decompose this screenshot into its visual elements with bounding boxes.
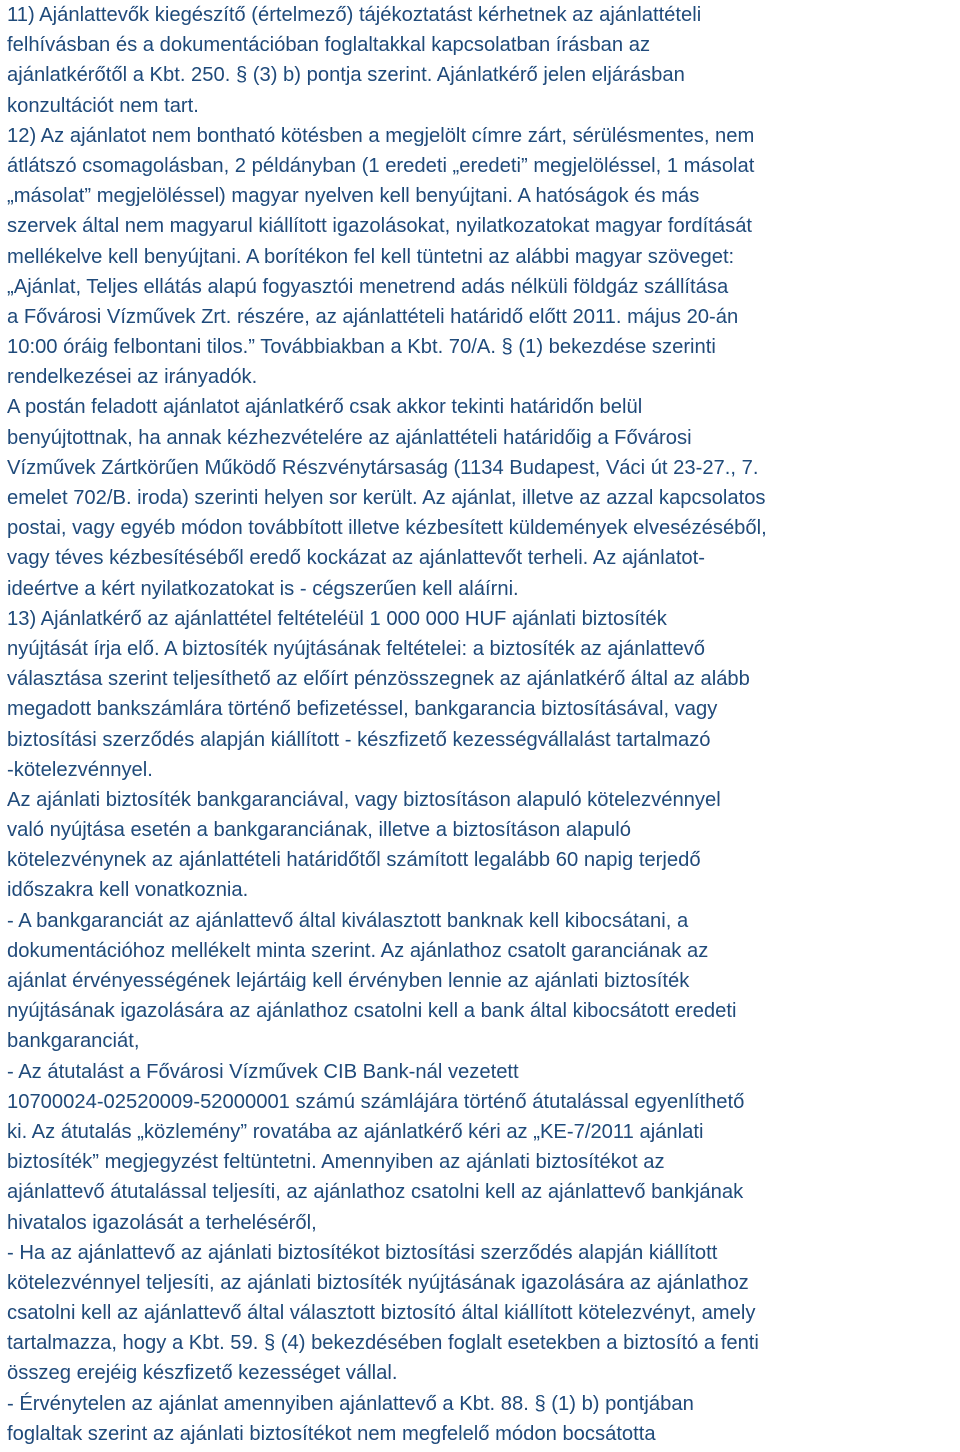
text-line: Az ajánlati biztosíték bankgaranciával, vagy biztosításon alapuló kötelezvénnyel — [7, 788, 721, 811]
text-line: - Érvénytelen az ajánlat amennyiben ajánlattevő a Kbt. 88. § (1) b) pontjában — [7, 1392, 694, 1415]
text-line: konzultációt nem tart. — [7, 94, 199, 117]
text-line: választása szerint teljesíthető az előírt pénzösszegnek az ajánlatkérő által az alább — [7, 668, 750, 691]
text-line: 10700024-02520009-52000001 számú számlájára történő átutalással egyenlíthető — [7, 1090, 745, 1113]
text-line: 12) Az ajánlatot nem bontható kötésben a megjelölt címre zárt, sérülésmentes, nem — [7, 124, 755, 147]
text-line: hivatalos igazolását a terheléséről, — [7, 1211, 317, 1234]
text-line: 11) Ajánlattevők kiegészítő (értelmező) tájékoztatást kérhetnek az ajánlattételi — [7, 4, 702, 26]
text-line: rendelkezései az irányadók. — [7, 366, 258, 389]
text-line: a Fővárosi Vízművek Zrt. részére, az ajánlattételi határidő előtt 2011. május 20-án — [7, 305, 739, 328]
text-line: kötelezvénynek az ajánlattételi határidőtől számított legalább 60 napig terjedő — [7, 849, 701, 872]
text-line: nyújtásának igazolására az ajánlathoz csatolni kell a bank által kibocsátott eredeti — [7, 1000, 737, 1023]
text-line: megadott bankszámlára történő befizetéssel, bankgarancia biztosításával, vagy — [7, 698, 718, 721]
text-line: dokumentációhoz mellékelt minta szerint. Az ajánlathoz csatolt garanciának az — [7, 939, 709, 962]
text-line: foglaltak szerint az ajánlati biztosítékot nem megfelelő módon bocsátotta — [7, 1422, 656, 1445]
text-line: ajánlattevő átutalással teljesíti, az ajánlathoz csatolni kell az ajánlattevő bankjának — [7, 1181, 744, 1204]
text-line: nyújtását írja elő. A biztosíték nyújtásának feltételei: a biztosíték az ajánlattevő — [7, 637, 705, 660]
text-line: -kötelezvénnyel. — [7, 758, 153, 781]
text-line: átlátszó csomagolásban, 2 példányban (1 eredeti „eredeti” megjelöléssel, 1 másolat — [7, 154, 755, 177]
text-line: - A bankgaranciát az ajánlattevő által kiválasztott banknak kell kibocsátani, a — [7, 909, 689, 932]
text-line: Vízművek Zártkörűen Működő Részvénytársaság (1134 Budapest, Váci út 23-27., 7. — [7, 456, 759, 479]
text-line: ideértve a kért nyilatkozatokat is - cégszerűen kell aláírni. — [7, 577, 519, 600]
text-line: felhívásban és a dokumentációban foglaltakkal kapcsolatban írásban az — [7, 34, 651, 57]
text-line: „másolat” megjelöléssel) magyar nyelven kell benyújtani. A hatóságok és más — [7, 185, 700, 208]
text-line: bankgaranciát, — [7, 1030, 140, 1053]
text-line: való nyújtása esetén a bankgaranciának, illetve a biztosításon alapuló — [7, 819, 631, 842]
text-line: mellékelve kell benyújtani. A borítékon fel kell tüntetni az alábbi magyar szöveget: — [7, 245, 735, 268]
text-line: vagy téves kézbesítéséből eredő kockázat az ajánlattevőt terheli. Az ajánlatot- — [7, 547, 705, 570]
text-line: - Ha az ajánlattevő az ajánlati biztosítékot biztosítási szerződés alapján kiállított — [7, 1241, 718, 1264]
text-line: emelet 702/B. iroda) szerinti helyen sor került. Az ajánlat, illetve az azzal kapcsolatos — [7, 487, 766, 509]
text-line: összeg erejéig készfizető kezességet vállal. — [7, 1362, 398, 1385]
text-line: 10:00 óráig felbontani tilos.” Továbbiakban a Kbt. 70/A. § (1) bekezdése szerinti — [7, 336, 716, 359]
text-line: kötelezvénnyel teljesíti, az ajánlati biztosíték nyújtásának igazolására az ajánlathoz — [7, 1271, 749, 1294]
text-line: benyújtottnak, ha annak kézhezvételére az ajánlattételi határidőig a Fővárosi — [7, 426, 692, 449]
text-line: biztosíték” megjegyzést feltüntetni. Amennyiben az ajánlati biztosítékot az — [7, 1151, 665, 1174]
text-line: „Ajánlat, Teljes ellátás alapú fogyasztói menetrend adás nélküli földgáz szállítása — [7, 275, 729, 298]
text-line: postai, vagy egyéb módon továbbított illetve kézbesített küldemények elvesézéséből, — [7, 517, 767, 540]
text-line: ki. Az átutalás „közlemény” rovatába az ajánlatkérő kéri az „KE-7/2011 ajánlati — [7, 1120, 704, 1143]
text-line: tartalmazza, hogy a Kbt. 59. § (4) bekezdésében foglalt esetekben a biztosító a fenti — [7, 1332, 759, 1355]
text-line: 13) Ajánlatkérő az ajánlattétel feltételéül 1 000 000 HUF ajánlati biztosíték — [7, 607, 667, 630]
text-line: ajánlatkérőtől a Kbt. 250. § (3) b) pontja szerint. Ajánlatkérő jelen eljárásban — [7, 64, 685, 87]
text-line: A postán feladott ajánlatot ajánlatkérő csak akkor tekinti határidőn belül — [7, 396, 643, 419]
text-line: szervek által nem magyarul kiállított igazolásokat, nyilatkozatokat magyar fordítását — [7, 215, 753, 238]
text-line: biztosítási szerződés alapján kiállított - készfizető kezességvállalást tartalmazó — [7, 728, 711, 751]
text-line: ajánlat érvényességének lejártáig kell érvényben lennie az ajánlati biztosíték — [7, 970, 690, 992]
text-line: csatolni kell az ajánlattevő által választott biztosító által kiállított kötelezvényt, amely — [7, 1302, 756, 1325]
text-line: időszakra kell vonatkoznia. — [7, 879, 249, 902]
text-line: - Az átutalást a Fővárosi Vízművek CIB Bank-nál vezetett — [7, 1060, 519, 1083]
